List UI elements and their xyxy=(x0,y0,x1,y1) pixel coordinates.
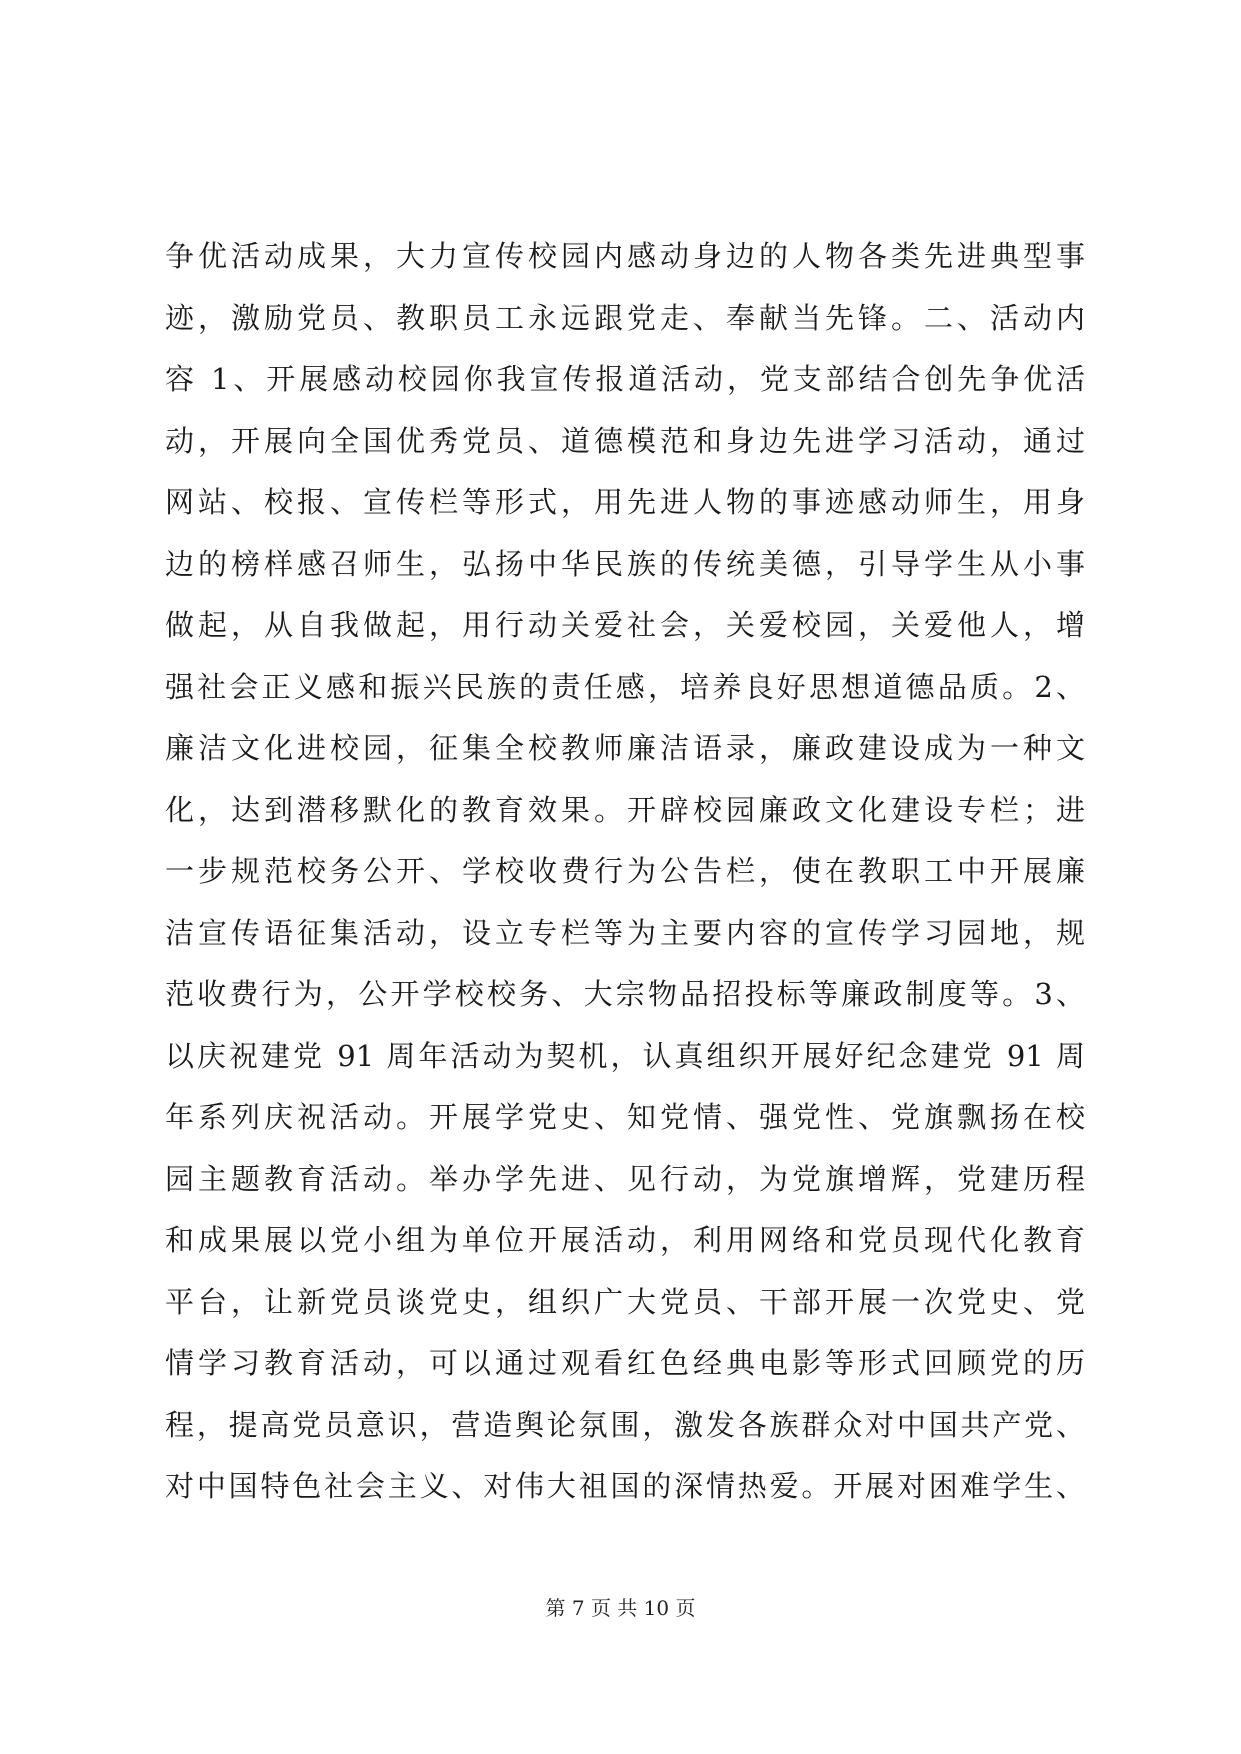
text-line: 范收费行为，公开学校校务、大宗物品招投标等廉政制度等。3、 xyxy=(165,977,1085,1011)
text-line: 对中国特色社会主义、对伟大祖国的深情热爱。开展对困难学生、 xyxy=(165,1469,1085,1503)
text-line: 做起，从自我做起，用行动关爱社会，关爱校园，关爱他人，增 xyxy=(165,608,1085,642)
text-line: 容 1、开展感动校园你我宣传报道活动，党支部结合创先争优活 xyxy=(165,362,1085,396)
text-line: 年系列庆祝活动。开展学党史、知党情、强党性、党旗飘扬在校 xyxy=(165,1100,1085,1134)
text-line: 争优活动成果，大力宣传校园内感动身边的人物各类先进典型事 xyxy=(165,239,1085,273)
text-line: 网站、校报、宣传栏等形式，用先进人物的事迹感动师生，用身 xyxy=(165,485,1085,519)
text-line: 以庆祝建党 91 周年活动为契机，认真组织开展好纪念建党 91 周 xyxy=(165,1038,1085,1073)
text-line: 迹，激励党员、教职员工永远跟党走、奉献当先锋。二、活动内 xyxy=(165,300,1085,335)
text-line: 情学习教育活动，可以通过观看红色经典电影等形式回顾党的历 xyxy=(165,1346,1085,1380)
page-footer xyxy=(0,1594,1241,1622)
text-line: 和成果展以党小组为单位开展活动，利用网络和党员现代化教育 xyxy=(165,1223,1085,1257)
text-line: 廉洁文化进校园，征集全校教师廉洁语录，廉政建设成为一种文 xyxy=(165,731,1085,765)
page-number: 第 7 页 共 10 页 xyxy=(545,1596,696,1620)
text-line: 平台，让新党员谈党史，组织广大党员、干部开展一次党史、党 xyxy=(165,1284,1085,1319)
text-line: 一步规范校务公开、学校收费行为公告栏，使在教职工中开展廉 xyxy=(165,854,1085,888)
text-line: 程，提高党员意识，营造舆论氛围，激发各族群众对中国共产党、 xyxy=(165,1407,1085,1442)
text-line: 洁宣传语征集活动，设立专栏等为主要内容的宣传学习园地，规 xyxy=(165,915,1085,950)
text-line: 园主题教育活动。举办学先进、见行动，为党旗增辉，党建历程 xyxy=(165,1161,1085,1196)
text-line: 动，开展向全国优秀党员、道德模范和身边先进学习活动，通过 xyxy=(165,423,1085,458)
text-line: 边的榜样感召师生，弘扬中华民族的传统美德，引导学生从小事 xyxy=(165,546,1085,581)
text-line: 强社会正义感和振兴民族的责任感，培养良好思想道德品质。2、 xyxy=(165,669,1085,704)
text-line: 化，达到潜移默化的教育效果。开辟校园廉政文化建设专栏；进 xyxy=(165,792,1085,827)
body-text xyxy=(165,226,1085,1518)
